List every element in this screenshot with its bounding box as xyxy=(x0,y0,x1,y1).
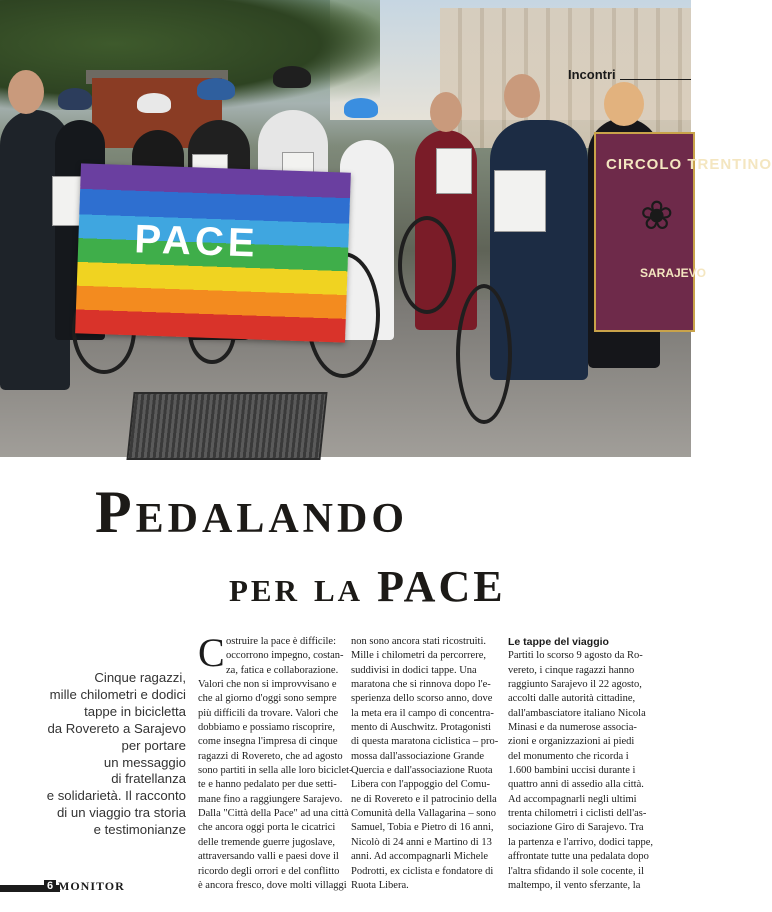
headline-line-1: Pedalando xyxy=(95,479,409,545)
lead-line: da Rovereto a Sarajevo xyxy=(47,720,186,736)
section-subheading: Le tappe del viaggio xyxy=(508,636,609,648)
photo-person-head xyxy=(430,92,462,132)
body-line: dobbiamo e possiamo riscoprire, xyxy=(198,722,336,734)
section-rule xyxy=(620,79,691,80)
drop-cap: C xyxy=(198,630,225,675)
photo-held-picture xyxy=(494,170,546,232)
photo-drain-grate xyxy=(126,392,327,460)
body-line: affrontate tutte una pedalata dopo xyxy=(508,851,649,863)
article-column-2 xyxy=(351,635,497,893)
body-line: mane fino a raggiungere Sarajevo. xyxy=(198,793,343,805)
body-line: 1.600 bambini uccisi durante i xyxy=(508,765,636,777)
lead-line: e testimonianze xyxy=(93,822,186,838)
lead-line: tappe in bicicletta xyxy=(84,703,186,719)
body-line: del monumento che ricorda i xyxy=(508,750,629,762)
body-line: Ad accompagnarli negli ultimi xyxy=(508,793,637,805)
lead-paragraph xyxy=(40,670,186,839)
body-line: che ancora oggi porta le cicatrici xyxy=(198,822,336,834)
eagle-emblem-icon: ❀ xyxy=(640,193,674,238)
body-line: za, fatica e collaborazione. xyxy=(226,664,339,676)
body-line: Mille i chilometri da percorrere, xyxy=(351,650,486,662)
body-line: Partiti lo scorso 9 agosto da Ro- xyxy=(508,650,643,662)
body-line: maltempo, il vento sferzante, la xyxy=(508,879,641,891)
body-line: Dalla "Città della Pace" ad una città xyxy=(198,808,349,820)
article-column-1 xyxy=(198,630,353,893)
photo-helmet xyxy=(58,88,92,110)
association-banner xyxy=(594,132,772,332)
body-line: vereto, i cinque ragazzi hanno xyxy=(508,664,635,676)
body-line: anni. Ad accompagnarli Michele xyxy=(351,851,489,863)
body-line: maratona che si rinnova dopo l'e- xyxy=(351,679,491,691)
body-line: Quercia e dall'associazione Ruota xyxy=(351,765,493,777)
body-line: è ancora fresco, dove molti villaggi xyxy=(198,879,347,891)
banner-city: SARAJEVO xyxy=(640,266,707,280)
magazine-name: MONITOR xyxy=(58,879,125,893)
photo-bike-wheel xyxy=(456,284,512,424)
body-line: la partenza e l'arrivo, dodici tappe, xyxy=(508,836,654,848)
body-line: zioni e organizzazioni ai piedi xyxy=(508,736,635,748)
body-line: che al giorno d'oggi sono sempre xyxy=(198,693,337,705)
body-line: attraversando valli e paesi dove il xyxy=(198,851,339,863)
body-line: ricordo degli orrori e del conflitto xyxy=(198,865,340,877)
photo-helmet xyxy=(137,93,171,113)
body-line: Comunità della Vallagarina – sono xyxy=(351,808,497,820)
body-line: Libera con l'appoggio del Comu- xyxy=(351,779,490,791)
photo-helmet xyxy=(273,66,311,88)
page-number: 6 xyxy=(44,880,56,892)
body-line: Podrotti, ex ciclista e fondatore di xyxy=(351,865,494,877)
body-line: l'altra sfidando il sole cocente, il xyxy=(508,865,645,877)
banner-title: CIRCOLO TRENTINO xyxy=(606,156,772,173)
photo-person-head xyxy=(604,82,644,126)
photo-person-head xyxy=(504,74,540,118)
photo-helmet xyxy=(197,78,235,100)
body-line: trenta chilometri i ciclisti dell'as- xyxy=(508,808,647,820)
photo-bike-wheel xyxy=(398,216,456,314)
body-line: sperienza dello scorso anno, dove xyxy=(351,693,493,705)
lead-line: e solidarietà. Il racconto xyxy=(46,788,186,804)
body-line: Samuel, Tobia e Pietro di 16 anni, xyxy=(351,822,494,834)
article-column-3 xyxy=(508,635,652,893)
peace-flag-text: PACE xyxy=(133,217,260,266)
body-line: ostruire la pace è difficile: xyxy=(226,636,337,647)
body-line: la meta era il campo di concentra- xyxy=(351,707,494,719)
body-line: Minasi e da numerose associa- xyxy=(508,722,637,734)
body-line: te e hanno pedalato per due setti- xyxy=(198,779,337,791)
lead-line: per portare xyxy=(121,737,186,753)
body-line: quattro anni di assedio alla città. xyxy=(508,779,644,791)
body-line: ragazzi di Rovereto, che ad agosto xyxy=(198,750,343,762)
photo-person-head xyxy=(8,70,44,114)
peace-flag xyxy=(75,163,351,342)
body-line: Nicolò di 24 anni e Martino di 13 xyxy=(351,836,492,848)
body-line: ne di Rovereto e il patrocinio della xyxy=(351,793,497,805)
lead-line: un messaggio xyxy=(103,754,186,770)
photo-helmet xyxy=(344,98,378,118)
body-line: mento di Auschwitz. Protagonisti xyxy=(351,722,491,734)
lead-line: mille chilometri e dodici xyxy=(49,686,186,702)
body-line: suddivisi in dodici tappe. Una xyxy=(351,664,477,676)
body-line: raggiunto Sarajevo il 22 agosto, xyxy=(508,679,642,691)
body-line: non sono ancora stati ricostruiti. xyxy=(351,636,487,647)
lead-line: di un viaggio tra storia xyxy=(56,805,186,821)
section-label: Incontri xyxy=(568,67,616,82)
body-line: mossa dall'associazione Grande xyxy=(351,750,485,762)
body-line: occorrono impegno, costan- xyxy=(226,650,344,662)
lead-line: Cinque ragazzi, xyxy=(94,670,186,685)
body-line: Ruota Libera. xyxy=(351,879,409,891)
body-line: sono partiti in sella alle loro biciclet- xyxy=(198,765,353,777)
headline-line-2: per la PACE xyxy=(229,562,506,611)
body-line: come insegna l'impresa di cinque xyxy=(198,736,338,748)
body-line: dall'ambasciatore italiano Nicola xyxy=(508,707,646,719)
body-line: di questa maratona ciclistica – pro- xyxy=(351,736,499,748)
body-line: sociazione Giro di Sarajevo. Tra xyxy=(508,822,644,834)
body-line: accolti dalle autorità cittadine, xyxy=(508,693,636,705)
lead-line: di fratellanza xyxy=(111,771,186,787)
body-line: delle tremende guerre jugoslave, xyxy=(198,836,336,848)
body-line: più difficili da trovare. Valori che xyxy=(198,707,339,719)
photo-held-picture xyxy=(436,148,472,194)
body-line: Valori che non si improvvisano e xyxy=(198,679,337,691)
